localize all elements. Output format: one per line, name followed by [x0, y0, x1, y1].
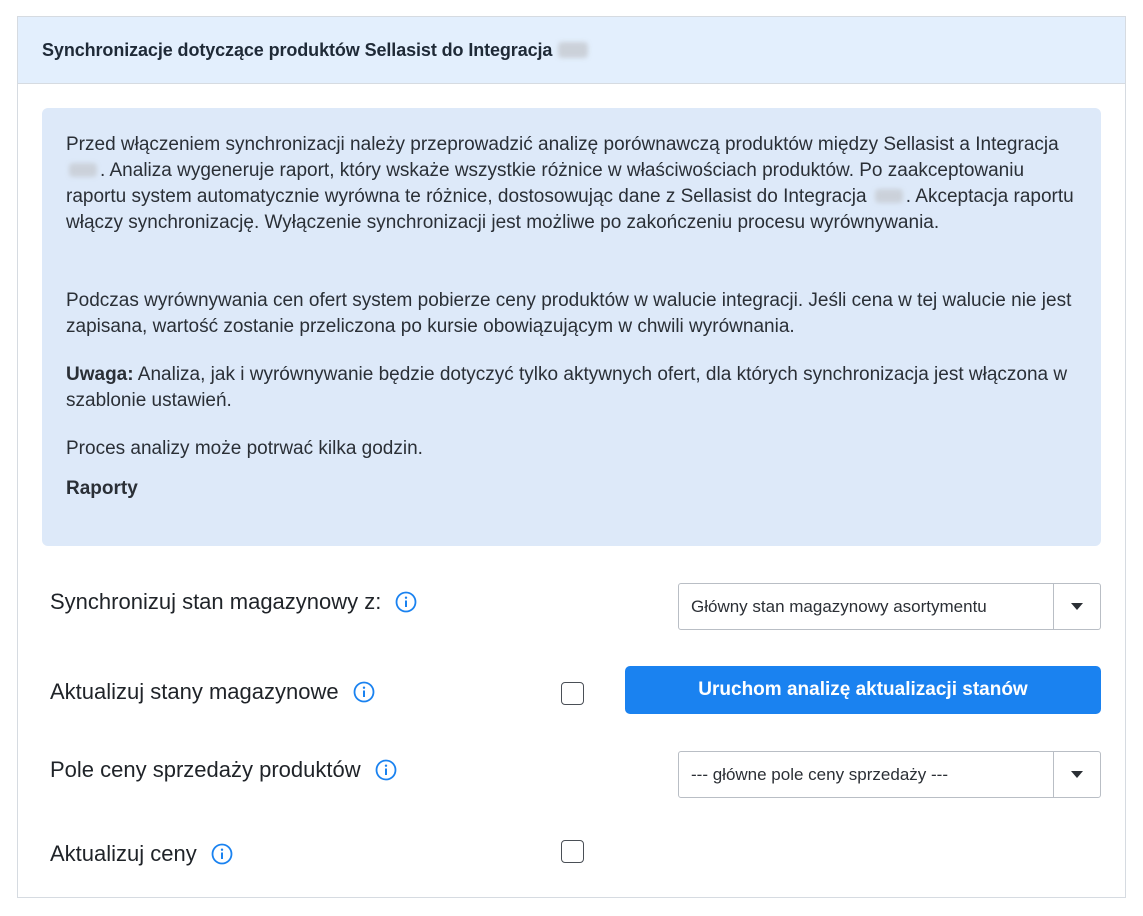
info-box: [42, 108, 1101, 546]
info-text: . Analiza wygeneruje raport, który wskaże wszystkie różnice w właściwościach produktów. Po zaakceptowaniu raportu system automatycznie wyrówna te różnice, dostosowując dane z Sellasist do Integracja: [66, 160, 1025, 207]
info-text: . Akceptacja raportu włączy synchronizację. Wyłączenie synchronizacji jest możliwe po zakończeniu procesu wyrównywania.: [66, 186, 1074, 233]
stock-source-selected: Główny stan magazynowy asortymentu: [691, 596, 987, 616]
chevron-down-icon[interactable]: [1053, 752, 1100, 797]
stock-source-select[interactable]: [678, 583, 1101, 630]
info-icon[interactable]: [353, 681, 375, 703]
price-field-selected: --- główne pole ceny sprzedaży ---: [691, 764, 948, 784]
info-icon[interactable]: [395, 591, 417, 613]
price-field-select[interactable]: [678, 751, 1101, 798]
redacted-integration-name: [875, 189, 903, 203]
run-stock-analysis-button[interactable]: Uruchom analizę aktualizacji stanów: [625, 666, 1101, 714]
panel-title-text: Synchronizacje dotyczące produktów Sellasist do Integracja: [42, 39, 553, 60]
chevron-down-icon[interactable]: [1053, 584, 1100, 629]
info-text: Przed włączeniem synchronizacji należy przeprowadzić analizę porównawczą produktów między Sellasist a Integracja: [66, 134, 1059, 155]
sync-settings-panel: [17, 16, 1126, 898]
update-stock-label: Aktualizuj stany magazynowe: [50, 679, 339, 704]
price-field-row: [50, 757, 397, 783]
warning-text: Analiza, jak i wyrównywanie będzie dotyczyć tylko aktywnych ofert, dla których synchronizacja jest włączona w szablonie ustawień.: [66, 364, 1068, 411]
panel-header: [18, 17, 1125, 84]
stock-source-label: Synchronizuj stan magazynowy z:: [50, 589, 382, 614]
update-prices-row: [50, 841, 233, 867]
info-paragraph-duration: Proces analizy może potrwać kilka godzin.: [66, 438, 423, 459]
update-stock-checkbox[interactable]: [561, 682, 584, 705]
info-paragraph-prices: Podczas wyrównywania cen ofert system pobierze ceny produktów w walucie integracji. Jeśli cena w tej walucie nie jest zapisana, wartość zostanie przeliczona po kursie obowiązującym w chwili wyrównania.: [66, 290, 1072, 337]
redacted-integration-name: [69, 163, 97, 177]
panel-title: [42, 40, 588, 61]
redacted-integration-name: [558, 42, 588, 58]
update-stock-row: [50, 679, 375, 705]
update-prices-checkbox[interactable]: [561, 840, 584, 863]
warning-label: Uwaga:: [66, 364, 134, 385]
stock-source-row: [50, 589, 417, 615]
info-icon[interactable]: [375, 759, 397, 781]
update-prices-label: Aktualizuj ceny: [50, 841, 197, 866]
reports-link[interactable]: Raporty: [66, 478, 138, 499]
info-paragraph-analysis: [66, 132, 1077, 236]
price-field-label: Pole ceny sprzedaży produktów: [50, 757, 361, 782]
info-paragraph-warning: [66, 362, 1077, 414]
info-icon[interactable]: [211, 843, 233, 865]
